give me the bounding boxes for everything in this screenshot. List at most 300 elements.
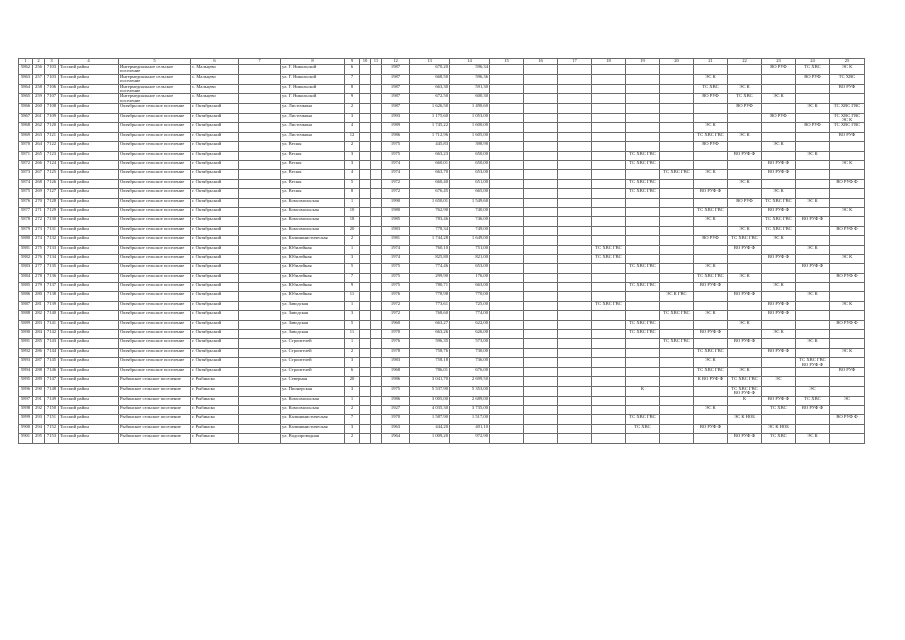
table-cell	[524, 245, 558, 254]
table-cell	[626, 434, 660, 443]
table-cell: Октябрьское сельское поселение	[119, 330, 191, 339]
table-cell	[626, 142, 660, 151]
table-cell: 4	[345, 123, 360, 132]
table-cell: 5873	[19, 170, 33, 179]
table-cell	[592, 94, 626, 104]
table-cell: 7145	[45, 358, 59, 368]
table-row	[19, 179, 865, 188]
table-cell	[490, 377, 524, 386]
table-cell: г. Октябрьский	[191, 198, 239, 207]
table-cell	[592, 396, 626, 405]
table-cell: ул. Юбилейная	[281, 283, 345, 292]
table-cell: Октябрьское сельское поселение	[119, 226, 191, 235]
table-cell: 5	[345, 320, 360, 329]
table-cell	[558, 330, 592, 339]
table-cell: ТС ХВС ГВС	[830, 104, 865, 113]
table-cell: 266	[33, 161, 45, 170]
table-cell: г. Октябрьский	[191, 292, 239, 301]
table-cell	[239, 104, 281, 113]
table-row	[19, 189, 865, 198]
table-cell	[728, 74, 762, 84]
table-cell	[558, 292, 592, 301]
table-cell: 7134	[45, 254, 59, 263]
column-number-header: 13	[410, 59, 450, 65]
table-cell: ТС ХВС ГВС	[592, 301, 626, 310]
table-cell	[239, 65, 281, 75]
table-cell	[239, 311, 281, 320]
table-cell: Октябрьское сельское поселение	[119, 339, 191, 348]
table-cell: Тосский район	[59, 65, 119, 75]
table-cell: ул. Комсомольская	[281, 406, 345, 415]
table-cell: ЭС К	[796, 198, 830, 207]
table-cell: 7139	[45, 301, 59, 310]
table-cell	[360, 198, 371, 207]
table-cell: 7128	[45, 198, 59, 207]
table-cell	[660, 348, 694, 357]
table-cell: ТС ХВС ГВС ЭС К	[830, 113, 865, 123]
table-cell: 5878	[19, 217, 33, 226]
table-cell: ул. Пионерская	[281, 386, 345, 396]
table-cell	[371, 123, 382, 132]
table-cell: 276	[33, 254, 45, 263]
table-cell	[728, 207, 762, 216]
table-cell	[796, 236, 830, 245]
table-cell: ТС ХВС ГВС	[694, 207, 728, 216]
table-cell: 749,00	[450, 226, 490, 235]
table-row	[19, 434, 865, 443]
table-cell	[490, 415, 524, 424]
table-cell	[371, 330, 382, 339]
table-cell: Октябрьское сельское поселение	[119, 311, 191, 320]
table-cell: 1993	[382, 113, 410, 123]
table-cell: 7151	[45, 415, 59, 424]
table-cell: ул. Весны	[281, 142, 345, 151]
table-cell	[524, 142, 558, 151]
table-cell	[728, 358, 762, 368]
table-cell: ул. Заводская	[281, 301, 345, 310]
table-cell: ВО РУФ Ф	[728, 151, 762, 160]
table-cell	[592, 339, 626, 348]
table-cell	[728, 170, 762, 179]
table-cell	[762, 292, 796, 301]
table-cell: 270	[33, 198, 45, 207]
table-cell: г. Рыбинско	[191, 396, 239, 405]
table-cell	[626, 348, 660, 357]
table-cell: Тосский район	[59, 264, 119, 273]
table-cell: ЭС	[796, 386, 830, 396]
table-row	[19, 406, 865, 415]
table-cell: ТС ХВС ГВС	[592, 254, 626, 263]
table-cell	[592, 74, 626, 84]
table-cell: 273	[33, 226, 45, 235]
table-cell	[558, 358, 592, 368]
table-cell: ВО РУФ Ф	[830, 273, 865, 282]
table-cell: Октябрьское сельское поселение	[119, 207, 191, 216]
table-cell	[239, 377, 281, 386]
table-cell: ул. Заводская	[281, 320, 345, 329]
table-cell	[524, 330, 558, 339]
table-cell	[660, 65, 694, 75]
table-cell	[558, 94, 592, 104]
table-cell: 1987	[382, 94, 410, 104]
table-cell: г. Октябрьский	[191, 151, 239, 160]
table-cell	[239, 254, 281, 263]
table-cell: ул. Северная	[281, 377, 345, 386]
table-cell: 285	[33, 339, 45, 348]
table-cell: Тосский район	[59, 189, 119, 198]
table-cell	[660, 179, 694, 188]
table-cell	[360, 170, 371, 179]
table-cell	[239, 189, 281, 198]
table-cell	[660, 273, 694, 282]
table-cell: 278	[33, 273, 45, 282]
table-cell	[239, 368, 281, 377]
table-cell	[558, 434, 592, 443]
table-cell: 7120	[45, 123, 59, 132]
table-cell	[592, 161, 626, 170]
table-cell	[626, 377, 660, 386]
table-cell: 293	[33, 415, 45, 424]
table-cell: ул. Весны	[281, 189, 345, 198]
table-cell	[694, 320, 728, 329]
table-cell: ТС ХВС ГВС	[626, 283, 660, 292]
table-cell	[762, 368, 796, 377]
table-cell: 5898	[19, 406, 33, 415]
table-cell: Октябрьское сельское поселение	[119, 236, 191, 245]
table-cell: 1 053,00	[450, 113, 490, 123]
table-cell	[490, 406, 524, 415]
table-cell	[490, 301, 524, 310]
table-cell: 1976	[382, 292, 410, 301]
table-cell	[660, 226, 694, 235]
table-cell: 7153	[45, 434, 59, 443]
table-cell: ул. Весны	[281, 179, 345, 188]
table-cell	[728, 65, 762, 75]
table-cell	[371, 132, 382, 141]
table-cell: 10	[345, 207, 360, 216]
column-number-header: 17	[558, 59, 592, 65]
table-cell	[371, 142, 382, 151]
table-cell	[626, 358, 660, 368]
table-row	[19, 151, 865, 160]
table-cell	[558, 179, 592, 188]
table-cell	[796, 170, 830, 179]
table-cell	[830, 189, 865, 198]
table-cell	[558, 320, 592, 329]
table-cell: ВО РУФ Ф	[762, 207, 796, 216]
table-cell: 2	[345, 434, 360, 443]
table-cell: 773,61	[410, 301, 450, 310]
table-cell	[592, 104, 626, 113]
table-cell	[592, 113, 626, 123]
table-cell	[371, 301, 382, 310]
table-cell: 770,00	[450, 292, 490, 301]
table-cell	[830, 311, 865, 320]
table-cell: 7103	[45, 74, 59, 84]
table-cell	[239, 198, 281, 207]
table-cell: 5886	[19, 292, 33, 301]
table-cell	[592, 377, 626, 386]
table-cell	[490, 348, 524, 357]
table-cell: Октябрьское сельское поселение	[119, 123, 191, 132]
table-cell: ЭС К	[694, 170, 728, 179]
table-cell: 663,00	[450, 283, 490, 292]
table-cell: Октябрьское сельское поселение	[119, 301, 191, 310]
table-cell	[592, 65, 626, 75]
table-cell: Рыбинское сельское поселение	[119, 386, 191, 396]
table-cell	[239, 264, 281, 273]
table-cell	[592, 273, 626, 282]
table-cell	[360, 245, 371, 254]
table-cell: 3	[345, 386, 360, 396]
table-cell	[360, 151, 371, 160]
table-cell	[626, 94, 660, 104]
table-cell: 5869	[19, 132, 33, 141]
table-cell: 1 600,00	[450, 123, 490, 132]
table-cell: 257	[33, 74, 45, 84]
table-cell: ул. Г. Никольской	[281, 84, 345, 94]
table-cell	[694, 396, 728, 405]
table-cell	[360, 339, 371, 348]
table-cell	[762, 179, 796, 188]
table-cell	[360, 65, 371, 75]
table-cell	[239, 339, 281, 348]
table-cell	[490, 368, 524, 377]
table-cell	[524, 123, 558, 132]
table-cell: ул. Листочкина	[281, 113, 345, 123]
column-number-header: 12	[382, 59, 410, 65]
column-number-header: 1	[19, 59, 33, 65]
table-cell: 7121	[45, 132, 59, 141]
table-cell: 758,18	[410, 358, 450, 368]
table-cell: ул. Листочкина	[281, 123, 345, 132]
table-cell: ул. Комсомольская	[281, 217, 345, 226]
table-cell: 5897	[19, 396, 33, 405]
table-cell	[239, 386, 281, 396]
table-cell: ВО РУФ Ф	[762, 311, 796, 320]
table-cell	[524, 292, 558, 301]
table-cell	[524, 396, 558, 405]
table-cell: ЭС К	[830, 161, 865, 170]
table-cell: 287	[33, 358, 45, 368]
table-cell: 7129	[45, 207, 59, 216]
table-cell: 5879	[19, 226, 33, 235]
table-cell: 5870	[19, 142, 33, 151]
table-cell: ТС ХВС	[762, 406, 796, 415]
table-cell	[524, 74, 558, 84]
table-cell: ТС ХВС ГВС	[626, 264, 660, 273]
table-cell: 258	[33, 84, 45, 94]
table-cell: ЭС К	[796, 434, 830, 443]
table-cell: 1983	[382, 226, 410, 235]
table-cell: 445,83	[410, 142, 450, 151]
table-cell: 6	[345, 65, 360, 75]
table-cell	[830, 94, 865, 104]
table-cell	[592, 434, 626, 443]
table-cell	[239, 74, 281, 84]
table-cell: 1983	[382, 358, 410, 368]
table-cell	[592, 283, 626, 292]
table-cell	[524, 113, 558, 123]
table-cell: 663,23	[410, 151, 450, 160]
table-cell: ВО РУФ Ф	[762, 348, 796, 357]
table-cell	[524, 161, 558, 170]
table-cell	[558, 424, 592, 433]
table-cell	[660, 198, 694, 207]
table-cell	[796, 283, 830, 292]
column-number-header: 15	[490, 59, 524, 65]
table-cell: 1975	[382, 151, 410, 160]
table-cell	[762, 339, 796, 348]
table-cell	[239, 236, 281, 245]
table-cell	[490, 123, 524, 132]
table-cell	[796, 415, 830, 424]
table-cell	[660, 132, 694, 141]
table-cell	[762, 151, 796, 160]
table-cell: ЭС К	[728, 368, 762, 377]
table-cell	[728, 330, 762, 339]
table-cell	[371, 311, 382, 320]
table-cell: Тосский район	[59, 368, 119, 377]
table-cell	[592, 207, 626, 216]
table-cell	[490, 245, 524, 254]
table-cell: 2	[345, 406, 360, 415]
table-cell: Интермедиальное сельское поселение	[119, 65, 191, 75]
table-cell	[592, 179, 626, 188]
table-cell	[490, 65, 524, 75]
table-row	[19, 377, 865, 386]
table-cell: 271	[33, 207, 45, 216]
table-cell: 261	[33, 113, 45, 123]
table-cell: Тосский район	[59, 386, 119, 396]
table-cell: 5881	[19, 245, 33, 254]
table-cell: ВО РУФ Ф	[796, 264, 830, 273]
table-cell: ТС ХВС ГВС	[728, 236, 762, 245]
table-cell: 263	[33, 132, 45, 141]
table-cell	[558, 217, 592, 226]
table-cell	[239, 226, 281, 235]
table-cell	[490, 189, 524, 198]
table-cell: 286	[33, 348, 45, 357]
table-cell	[694, 151, 728, 160]
table-cell: 8	[345, 84, 360, 94]
table-cell: 288	[33, 368, 45, 377]
table-cell: 20	[345, 377, 360, 386]
table-row	[19, 348, 865, 357]
table-cell: 768,60	[410, 311, 450, 320]
table-cell	[626, 123, 660, 132]
table-cell	[239, 348, 281, 357]
table-cell	[524, 424, 558, 433]
table-cell: 7132	[45, 236, 59, 245]
table-cell: 730,00	[450, 348, 490, 357]
table-cell	[592, 170, 626, 179]
table-cell	[592, 368, 626, 377]
table-cell: 5900	[19, 424, 33, 433]
table-cell: Рыбинское сельское поселение	[119, 424, 191, 433]
table-cell	[360, 254, 371, 263]
table-cell: 653,00	[450, 264, 490, 273]
table-cell: ул. Весны	[281, 151, 345, 160]
table-cell	[490, 170, 524, 179]
table-cell: г. Октябрьский	[191, 123, 239, 132]
table-cell	[371, 207, 382, 216]
table-cell	[239, 245, 281, 254]
table-cell: 7143	[45, 339, 59, 348]
table-cell	[360, 292, 371, 301]
table-cell: ул. Комсомольская	[281, 396, 345, 405]
table-cell: ул. Комсомольская	[281, 226, 345, 235]
table-cell: ЭС	[762, 377, 796, 386]
table-cell: Тосский район	[59, 236, 119, 245]
table-cell	[660, 415, 694, 424]
table-cell	[660, 236, 694, 245]
table-cell: 7137	[45, 283, 59, 292]
table-cell	[371, 283, 382, 292]
table-cell: 280	[33, 292, 45, 301]
table-cell: 760,10	[410, 245, 450, 254]
table-cell: 1 490,60	[450, 104, 490, 113]
table-cell	[371, 151, 382, 160]
table-cell	[796, 161, 830, 170]
table-cell: 5865	[19, 94, 33, 104]
table-cell	[360, 406, 371, 415]
table-cell	[371, 348, 382, 357]
table-cell: 1975	[382, 273, 410, 282]
column-number-header: 6	[191, 59, 239, 65]
table-cell: 1 175,60	[410, 113, 450, 123]
table-cell	[660, 330, 694, 339]
table-cell: ЭС К	[728, 320, 762, 329]
table-cell: ЭС К НОБ	[762, 424, 796, 433]
table-cell: 1968	[382, 368, 410, 377]
column-number-header: 10	[360, 59, 371, 65]
table-cell	[524, 198, 558, 207]
table-cell	[592, 358, 626, 368]
table-cell	[490, 179, 524, 188]
table-cell: Тосский район	[59, 292, 119, 301]
table-cell	[796, 377, 830, 386]
table-cell: Октябрьское сельское поселение	[119, 217, 191, 226]
table-cell: 5890	[19, 330, 33, 339]
table-cell: ВО РУФ Ф	[728, 434, 762, 443]
column-number-header: 4	[59, 59, 119, 65]
table-cell: Октябрьское сельское поселение	[119, 198, 191, 207]
table-cell	[694, 179, 728, 188]
table-cell: 2	[345, 142, 360, 151]
table-cell	[524, 264, 558, 273]
table-cell: ВО РУФ	[762, 65, 796, 75]
column-number-header: 5	[119, 59, 191, 65]
table-cell: 1 009,20	[410, 434, 450, 443]
table-row	[19, 74, 865, 84]
table-cell: 1986	[382, 377, 410, 386]
table-cell: ЭС К	[694, 264, 728, 273]
table-cell: ул. Юбилейная	[281, 273, 345, 282]
table-cell	[830, 330, 865, 339]
table-cell	[490, 254, 524, 263]
table-cell: 264	[33, 142, 45, 151]
column-number-header: 7	[239, 59, 281, 65]
table-cell: ВО РУФ Ф	[762, 301, 796, 310]
table-cell: 7	[345, 273, 360, 282]
table-cell	[762, 84, 796, 94]
table-cell	[239, 217, 281, 226]
table-cell	[728, 123, 762, 132]
column-number-header: 22	[728, 59, 762, 65]
table-cell: ул. Комсомольская	[281, 198, 345, 207]
table-cell: ВО РУФ Ф	[694, 189, 728, 198]
